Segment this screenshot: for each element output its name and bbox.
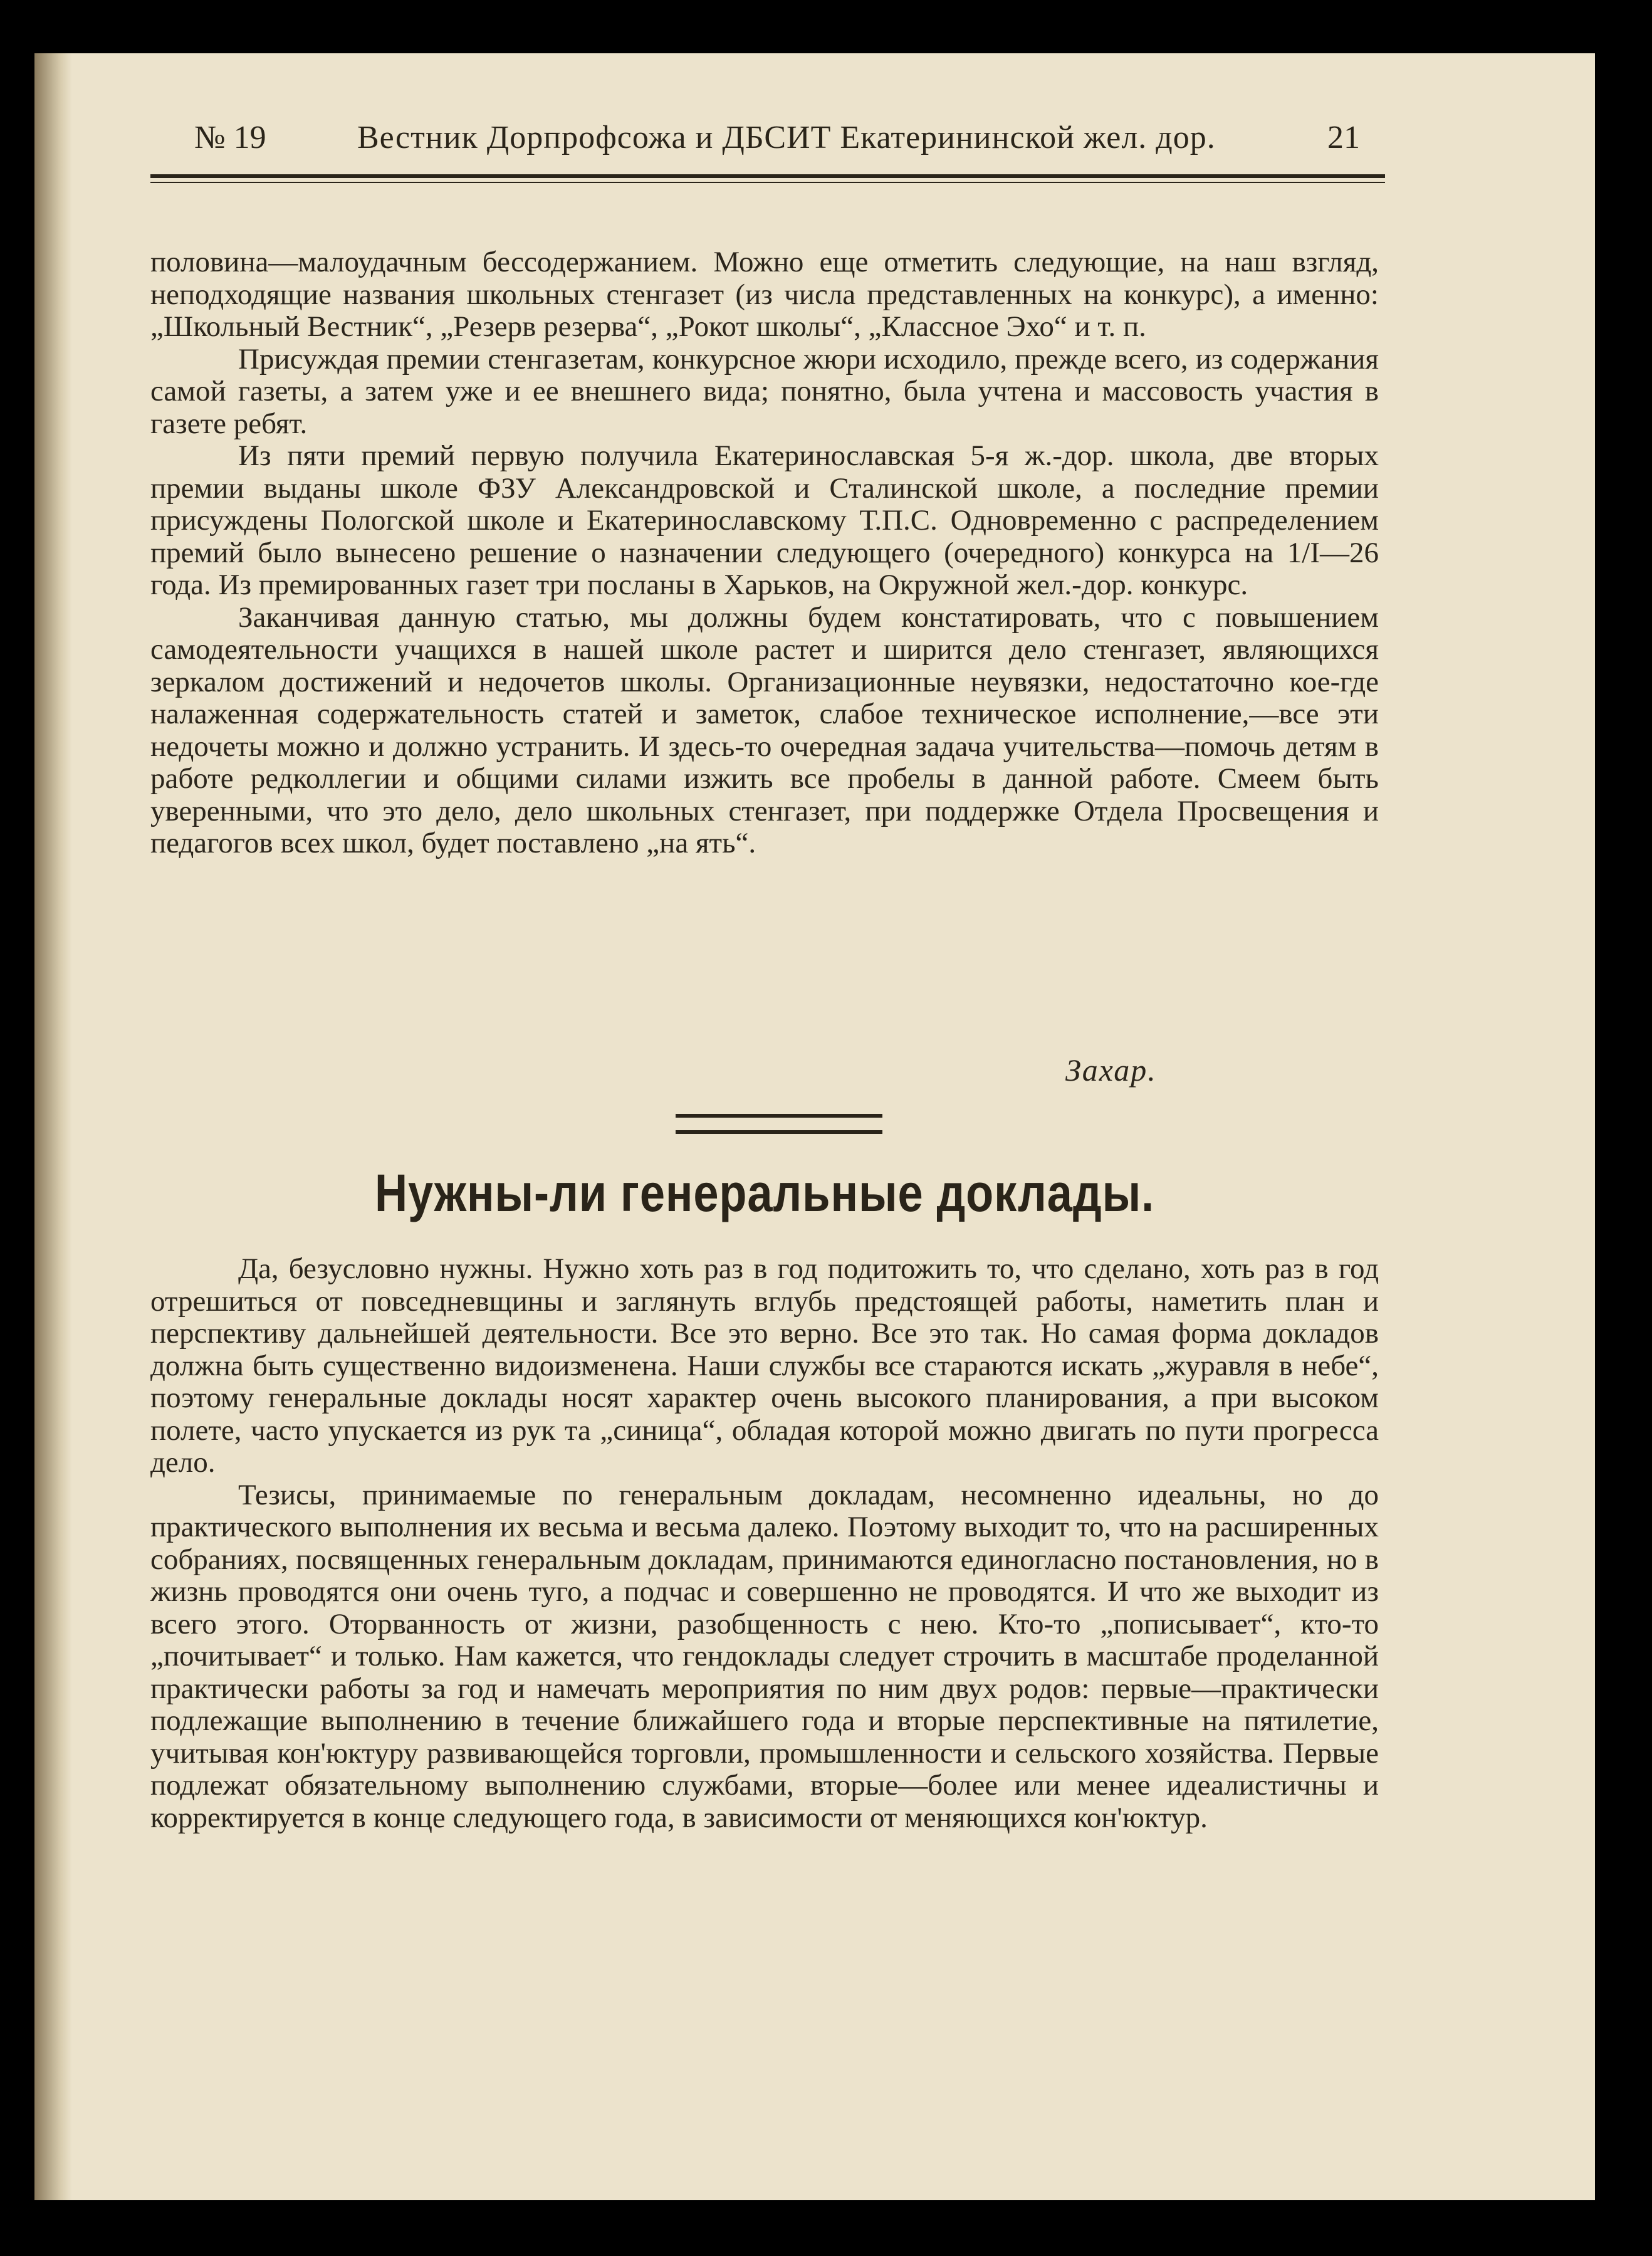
section-divider-bottom bbox=[676, 1130, 882, 1134]
header-rule-thick bbox=[150, 174, 1385, 178]
paragraph: Заканчивая данную статью, мы должны будем констатировать, что с повышением самодеятельности учащихся в нашей школе растет и ширится дело стенгазет, являющихся зеркалом достижений и недочетов школы. Организационные неувязки, недостаточно кое-где налаженная содержательность статей и заметок, слабое техническое исполнение,—все эти недочеты можно и должно устранить. И здесь-то очередная задача учительства—помочь детям в работе редколлегии и общими силами изжить все пробелы в данной работе. Смеем быть уверенными, что это дело, дело школьных стенгазет, при поддержке Отдела Просвещения и педагогов всех школ, будет поставлено „на ять“. bbox=[150, 601, 1379, 859]
article-title: Нужны-ли генеральные доклады. bbox=[374, 1163, 1155, 1222]
journal-title: Вестник Дорпрофсожа и ДБСИТ Екатерининской жел. дор. bbox=[357, 120, 1216, 155]
section-divider-top bbox=[676, 1114, 882, 1118]
page-gutter-shadow bbox=[34, 53, 72, 2200]
paragraph: Да, безусловно нужны. Нужно хоть раз в год подитожить то, что сделано, хоть раз в год отрешиться от повседневщины и заглянуть вглубь предстоящей работы, наметить план и перспективу дальнейшей деятельности. Все это верно. Все это так. Но самая форма докладов должна быть существенно видоизменена. Наши службы все стараются искать „журавля в небе“, поэтому генеральные доклады носят характер очень высокого планирования, а при высоком полете, часто упускается из рук та „синица“, обладая которой можно двигать по пути прогресса дело. bbox=[150, 1252, 1379, 1479]
paragraph: Из пяти премий первую получила Екатеринославская 5-я ж.-дор. школа, две вторых премии выданы школе ФЗУ Александровской и Сталинской школе, а последние премии присуждены Пологской школе и Екатеринославскому Т.П.С. Одновременно с распределением премий было вынесено решение о назначении следующего (очередного) конкурса на 1/I—26 года. Из премированных газет три посланы в Харьков, на Окружной жел.-дор. конкурс. bbox=[150, 439, 1379, 601]
paragraph: Присуждая премии стенгазетам, конкурсное жюри исходило, прежде всего, из содержания самой газеты, а затем уже и ее внешнего вида; понятно, была учтена и массовость участия в газете ребят. bbox=[150, 342, 1379, 440]
paragraph: половина—малоудачным бессодержанием. Можно еще отметить следующие, на наш взгляд, неподходящие названия школьных стенгазет (из числа представленных на конкурс), а именно: „Школьный Вестник“, „Резерв резерва“, „Рокот школы“, „Классное Эхо“ и т. п. bbox=[150, 246, 1379, 343]
paragraph: Тезисы, принимаемые по генеральным докладам, несомненно идеальны, но до практического выполнения их весьма и весьма далеко. Поэтому выходит то, что на расширенных собраниях, посвященных генеральным докладам, принимаются единогласно постановления, но в жизнь проводятся они очень туго, а подчас и совершенно не проводятся. И что же выходит из всего этого. Оторванность от жизни, разобщенность с нею. Кто-то „пописывает“, кто-то „почитывает“ и только. Нам кажется, что гендоклады следует строчить в масштабе проделанной практически работы за год и намечать мероприятия по ним двух родов: первые—практически подлежащие выполнению в течение ближайшего года и вторые перспективные на пятилетие, учитывая кон'юктуру развивающейся торговли, промышленности и сельского хозяйства. Первые подлежат обязательному выполнению службами, вторые—более или менее идеалистичны и корректируется в конце следующего года, в зависимости от меняющихся кон'юктур. bbox=[150, 1478, 1379, 1834]
page-number: 21 bbox=[1327, 120, 1360, 155]
header-rule-thin bbox=[150, 182, 1385, 183]
running-header bbox=[157, 119, 1385, 163]
author-signature: Захар. bbox=[1065, 1052, 1157, 1088]
issue-number: № 19 bbox=[194, 120, 266, 155]
article-continuation bbox=[150, 246, 1379, 860]
article-body bbox=[150, 1253, 1379, 1834]
